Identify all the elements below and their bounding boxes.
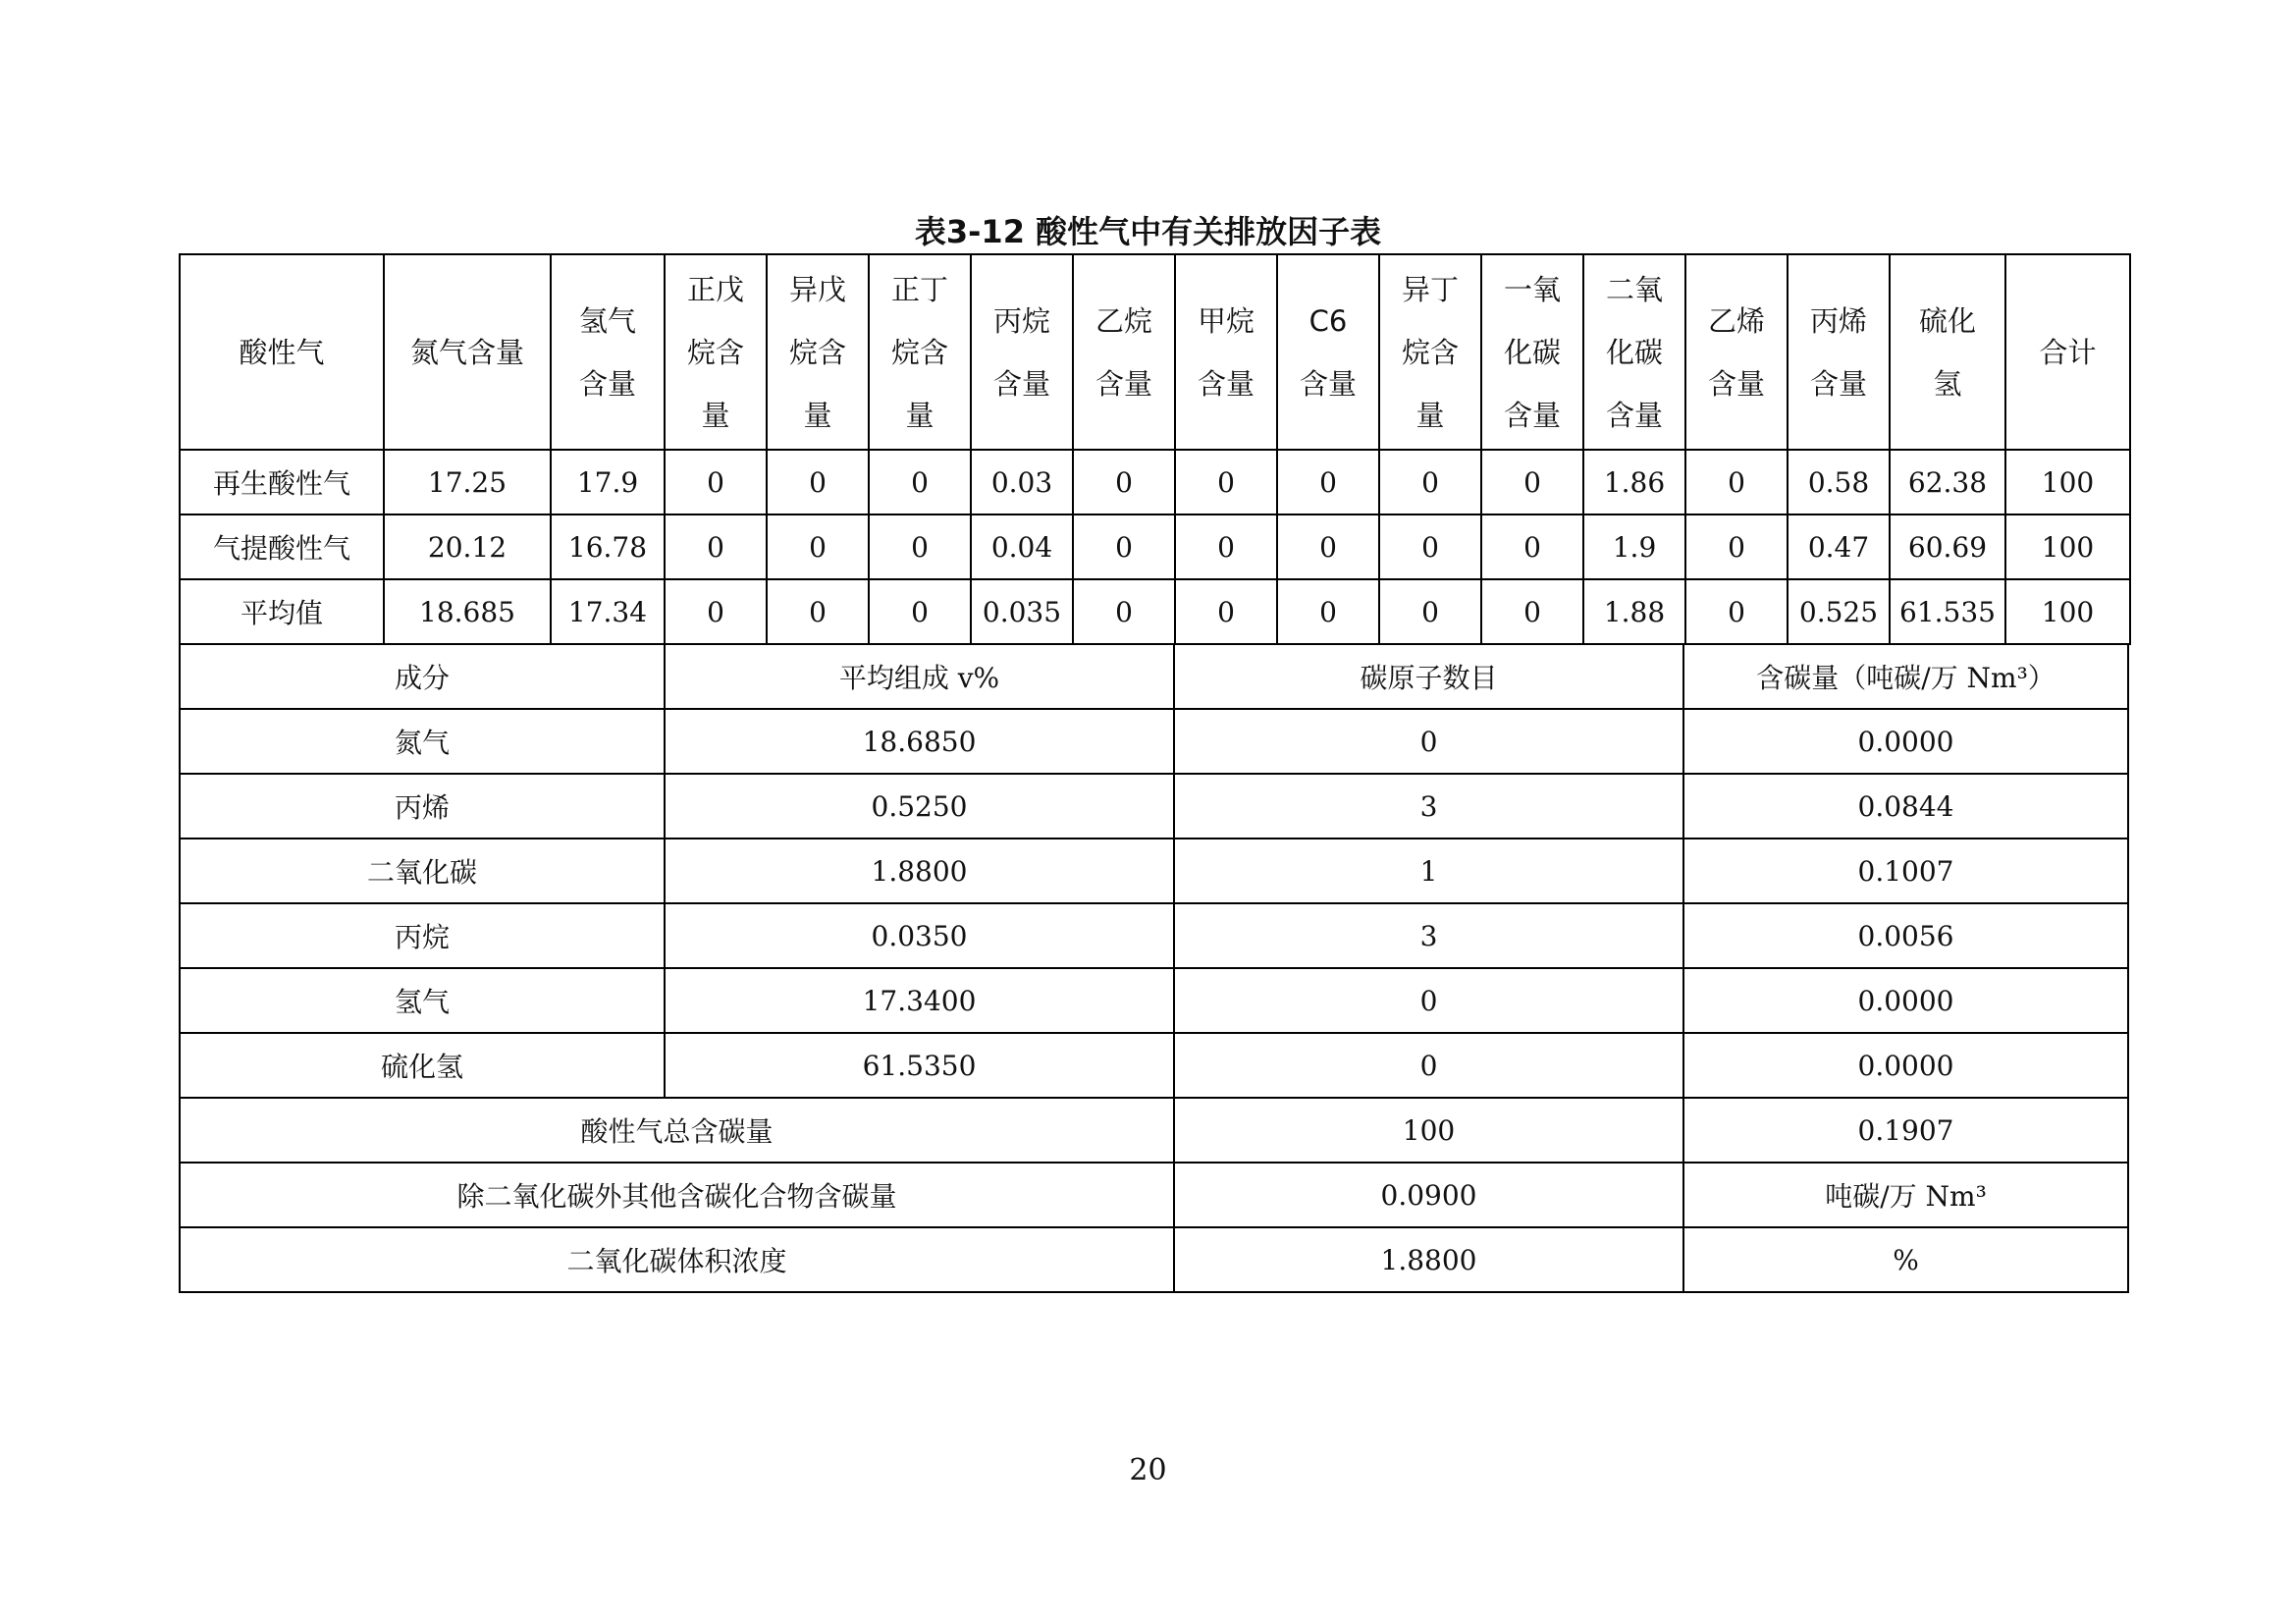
header-cell: 合计 [2005,254,2130,450]
header-cell: 丙烯含量 [1788,254,1890,450]
table-cell: 0.0350 [665,903,1174,968]
table-cell: 0 [869,450,971,514]
table-cell: 100 [2005,514,2130,579]
table-cell: 0 [1379,579,1481,644]
row-label: 气提酸性气 [180,514,384,579]
header-cell: 氢气含量 [551,254,665,450]
table-cell: 0.035 [971,579,1073,644]
header-cell: 甲烷含量 [1175,254,1277,450]
table-row [180,968,2128,1033]
table-row [180,579,2130,644]
table-cell: 1 [1174,839,1683,903]
table-cell: 0.03 [971,450,1073,514]
table-cell: 0.1007 [1683,839,2128,903]
table-cell: 0 [767,579,869,644]
table-cell: 0.04 [971,514,1073,579]
emission-factor-table [179,253,2131,645]
table-cell: 0 [1174,709,1683,774]
table-cell: 20.12 [384,514,551,579]
table-cell: 18.685 [384,579,551,644]
table-cell: 17.3400 [665,968,1174,1033]
page-number: 20 [1129,1453,1167,1488]
header-cell: 成分 [180,644,665,709]
row-label: 平均值 [180,579,384,644]
table-cell: 0 [1175,514,1277,579]
table-cell: 0 [869,514,971,579]
carbon-content-table [179,643,2129,1293]
table-cell: 1.88 [1583,579,1685,644]
table-cell: 0.5250 [665,774,1174,839]
summary-label: 除二氧化碳外其他含碳化合物含碳量 [180,1163,1174,1227]
component-name: 氢气 [180,968,665,1033]
table-row [180,1033,2128,1098]
table-cell: 100 [2005,450,2130,514]
component-name: 丙烷 [180,903,665,968]
header-cell: 正戊烷含量 [665,254,767,450]
table-cell: 0 [665,450,767,514]
header-cell: 平均组成 v% [665,644,1174,709]
table-cell: 0.0000 [1683,1033,2128,1098]
table-cell: % [1683,1227,2128,1292]
table-cell: 0.0056 [1683,903,2128,968]
header-cell: 硫化氢 [1890,254,2005,450]
header-cell: 乙烯含量 [1685,254,1788,450]
header-cell: 碳原子数目 [1174,644,1683,709]
table-cell: 1.9 [1583,514,1685,579]
table-cell: 100 [2005,579,2130,644]
header-cell: 二氧化碳含量 [1583,254,1685,450]
table-cell: 0.1907 [1683,1098,2128,1163]
table-cell: 0.0000 [1683,968,2128,1033]
table-cell: 61.535 [1890,579,2005,644]
table-cell: 0.0844 [1683,774,2128,839]
row-label: 再生酸性气 [180,450,384,514]
header-cell: 氮气含量 [384,254,551,450]
table-cell: 100 [1174,1098,1683,1163]
header-cell: 正丁烷含量 [869,254,971,450]
header-cell: 异丁烷含量 [1379,254,1481,450]
table-cell: 1.86 [1583,450,1685,514]
table-row [180,903,2128,968]
header-cell: 一氧化碳含量 [1481,254,1583,450]
table-cell: 0 [767,514,869,579]
table-cell: 17.9 [551,450,665,514]
table-cell: 61.5350 [665,1033,1174,1098]
summary-row [180,1098,2128,1163]
table-cell: 0 [1277,450,1379,514]
header-cell: C6 含量 [1277,254,1379,450]
header-cell: 乙烷含量 [1073,254,1175,450]
component-name: 二氧化碳 [180,839,665,903]
table-cell: 0 [1481,450,1583,514]
table-cell: 18.6850 [665,709,1174,774]
table-cell: 0 [665,579,767,644]
table-cell: 0 [1174,968,1683,1033]
table-cell: 17.25 [384,450,551,514]
table-cell: 0 [1685,450,1788,514]
table-cell: 吨碳/万 Nm³ [1683,1163,2128,1227]
table-cell: 0.0900 [1174,1163,1683,1227]
table-cell: 0 [1175,579,1277,644]
summary-row [180,1227,2128,1292]
table-cell: 0 [767,450,869,514]
header-row [180,644,2128,709]
table-cell: 17.34 [551,579,665,644]
table-cell: 0 [1073,450,1175,514]
table-cell: 62.38 [1890,450,2005,514]
summary-row [180,1163,2128,1227]
table-row [180,774,2128,839]
table-cell: 0 [1685,514,1788,579]
table-cell: 1.8800 [665,839,1174,903]
header-cell: 丙烷含量 [971,254,1073,450]
table-cell: 0 [665,514,767,579]
summary-label: 二氧化碳体积浓度 [180,1227,1174,1292]
table-cell: 1.8800 [1174,1227,1683,1292]
table-cell: 0.525 [1788,579,1890,644]
header-cell: 酸性气 [180,254,384,450]
table-row [180,839,2128,903]
header-cell: 异戊烷含量 [767,254,869,450]
table-cell: 60.69 [1890,514,2005,579]
table-cell: 0.0000 [1683,709,2128,774]
page-title: 表3-12 酸性气中有关排放因子表 [914,213,1382,250]
table-cell: 0 [1379,450,1481,514]
table-cell: 0 [1174,1033,1683,1098]
table-cell: 0 [1175,450,1277,514]
header-row [180,254,2130,450]
table-cell: 0 [1481,579,1583,644]
table-cell: 0 [1481,514,1583,579]
component-name: 氮气 [180,709,665,774]
table-cell: 0 [1073,579,1175,644]
table-cell: 0 [869,579,971,644]
table-cell: 16.78 [551,514,665,579]
component-name: 丙烯 [180,774,665,839]
summary-label: 酸性气总含碳量 [180,1098,1174,1163]
table-cell: 0 [1277,514,1379,579]
table-row [180,514,2130,579]
table-cell: 0 [1379,514,1481,579]
table-cell: 0 [1277,579,1379,644]
table-row [180,709,2128,774]
table-cell: 3 [1174,903,1683,968]
component-name: 硫化氢 [180,1033,665,1098]
table-cell: 0 [1073,514,1175,579]
header-cell: 含碳量（吨碳/万 Nm³） [1683,644,2128,709]
table-cell: 0.58 [1788,450,1890,514]
table-cell: 3 [1174,774,1683,839]
table-cell: 0 [1685,579,1788,644]
table-row [180,450,2130,514]
table-cell: 0.47 [1788,514,1890,579]
